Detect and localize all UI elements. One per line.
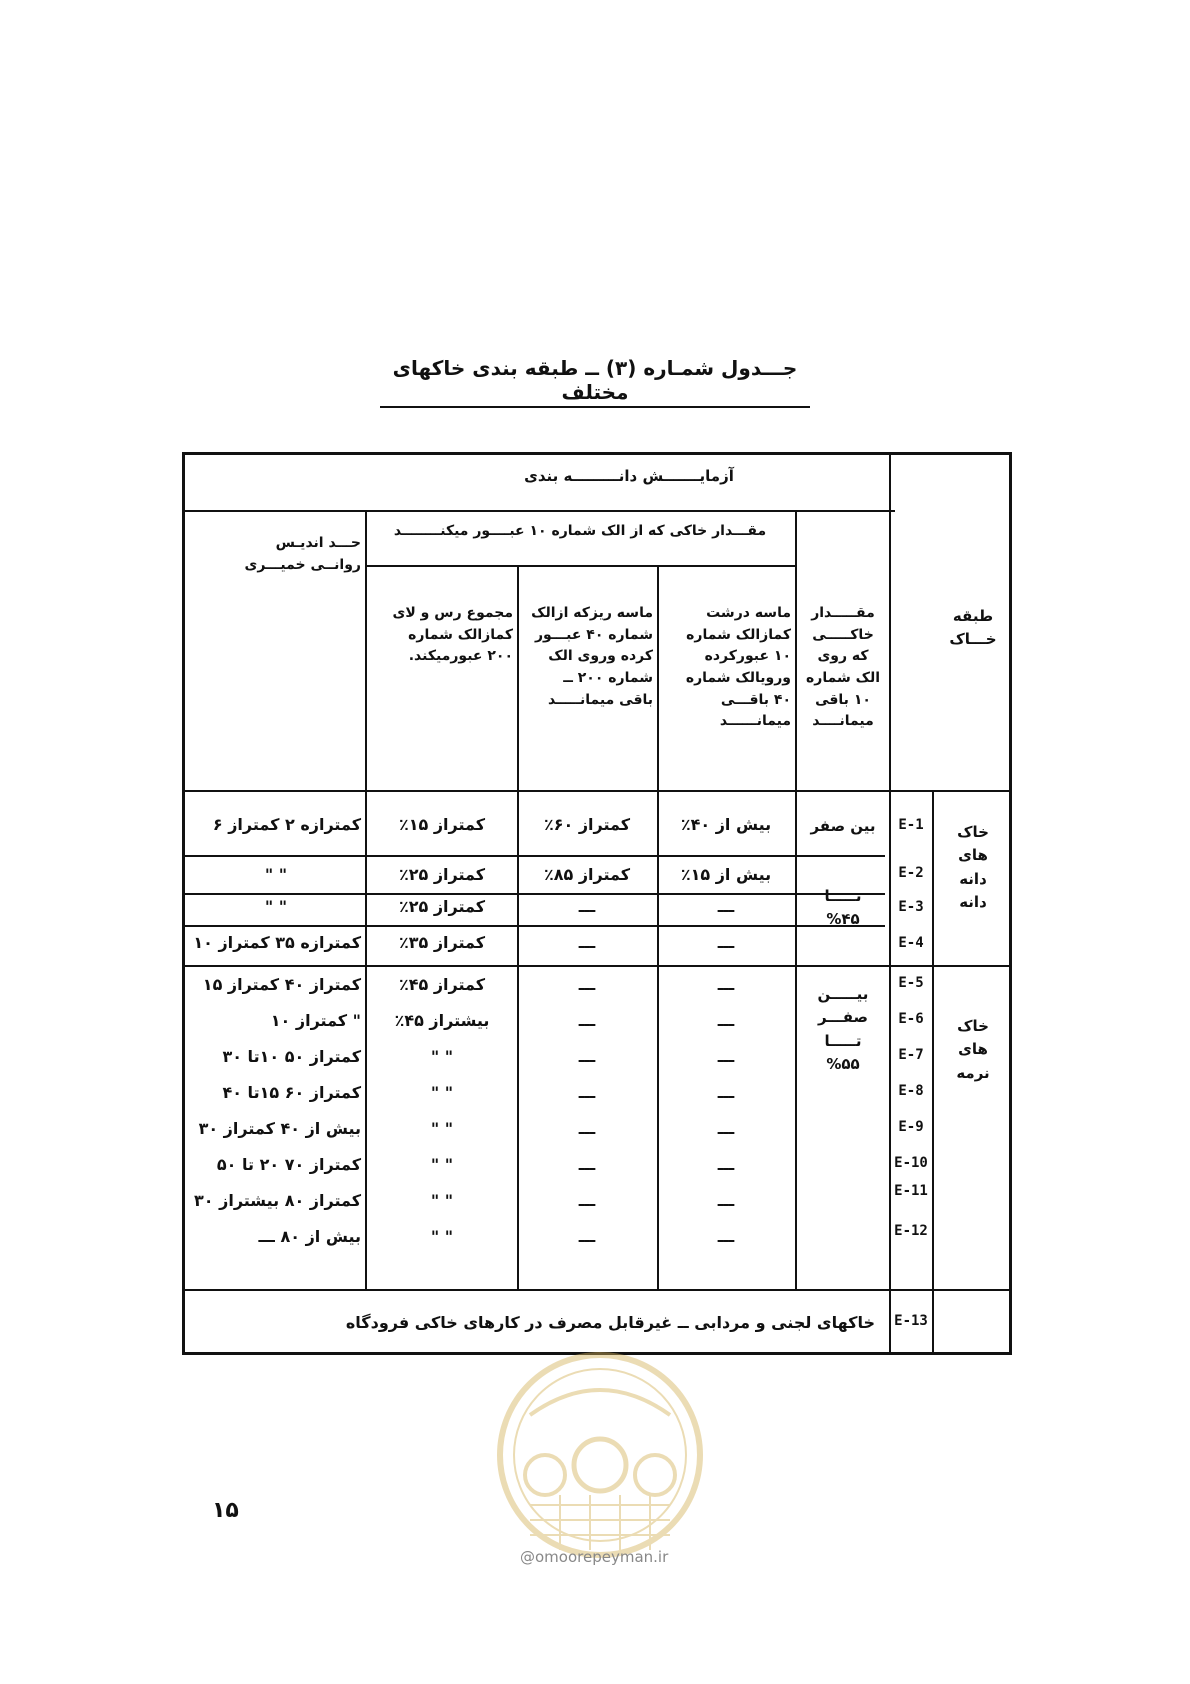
- cell-limits: کمتراز ۸۰ بیشتراز ۳۰: [194, 1191, 361, 1210]
- cell-silt-clay: " ": [430, 1047, 454, 1066]
- cell-fine-sand: ـــ: [578, 975, 596, 994]
- cell-limits: " ": [264, 865, 288, 884]
- cell-silt-clay: کمتراز ۱۵٪: [398, 815, 486, 834]
- cell-fine-sand: ـــ: [578, 1191, 596, 1210]
- cell-limits: " ": [264, 897, 288, 916]
- cell-fine-sand: ـــ: [578, 1047, 596, 1066]
- last-row-description: خاکهای لجنی و مردابی ــ غیرقابل مصرف در کارهای خاکی فرودگاه: [345, 1313, 875, 1332]
- header-soil-class: طبقه خـــاک: [949, 607, 997, 649]
- cell-limits: کمتراز ۴۰ کمتراز ۱۵: [202, 975, 361, 994]
- page-number: ۱۵: [212, 1498, 239, 1523]
- cell-silt-clay: " ": [430, 1227, 454, 1246]
- cell-fine-sand: ـــ: [578, 1011, 596, 1030]
- cell-coarse-sand: ـــ: [717, 1227, 735, 1246]
- cell-coarse-sand: ـــ: [717, 1191, 735, 1210]
- row-code: E-13: [894, 1313, 928, 1329]
- group-plastic: خاک های نرمه: [956, 1017, 990, 1082]
- cell-fine-sand: ـــ: [578, 933, 596, 952]
- cell-fine-sand: ـــ: [578, 1155, 596, 1174]
- header-coarse-sand: ماسه درشت کمازالک شماره ۱۰ عبورکرده ورویالک شماره ۴۰ باقـــی میمانــــــد: [685, 605, 791, 730]
- cell-limits: بیش از ۸۰ ـــ: [258, 1227, 361, 1246]
- cell-coarse-sand: ـــ: [717, 933, 735, 952]
- row-code: E-10: [894, 1155, 928, 1171]
- cell-fine-sand: ـــ: [578, 1227, 596, 1246]
- soil-classification-table: [182, 452, 1012, 1355]
- row-code: E-4: [898, 935, 924, 951]
- header-retained-no10: مقـــــدار خاکـــــی که روی الک شماره ۱۰ باقی میمانــــد: [806, 605, 880, 730]
- watermark-seal-icon: [490, 1345, 710, 1565]
- cell-silt-clay: " ": [430, 1191, 454, 1210]
- cell-silt-clay: کمتراز ۲۵٪: [398, 865, 486, 884]
- cell-silt-clay: " ": [430, 1155, 454, 1174]
- cell-coarse-sand: ـــ: [717, 1047, 735, 1066]
- row-code: E-9: [898, 1119, 924, 1135]
- cell-silt-clay: کمتراز ۴۵٪: [398, 975, 486, 994]
- row-code: E-5: [898, 975, 924, 991]
- row-code: E-11: [894, 1183, 928, 1199]
- cell-limits: " کمتراز ۱۰: [270, 1011, 361, 1030]
- group-granular: خاک های دانه دانه: [957, 823, 989, 911]
- cell-coarse-sand: بیش از ۴۰٪: [680, 815, 772, 834]
- cell-fine-sand: ـــ: [578, 1119, 596, 1138]
- cell-coarse-sand: ـــ: [717, 897, 735, 916]
- cell-limits: کمترازه ۲ کمتراز ۶: [212, 815, 361, 834]
- retained-e5-e12: بیـــــن صفـــر تـــــا %۵۵: [817, 985, 869, 1073]
- header-grading-test: آزمایـــــــش دانـــــــــه بندی: [524, 467, 734, 485]
- table-title: جـــدول شمـاره (۳) ــ طبقه بندی خاکهای مختلف: [380, 356, 810, 408]
- cell-silt-clay: کمتراز ۳۵٪: [398, 933, 486, 952]
- cell-limits: کمترازه ۳۵ کمتراز ۱۰: [193, 933, 361, 952]
- cell-coarse-sand: ـــ: [717, 1011, 735, 1030]
- row-code: E-7: [898, 1047, 924, 1063]
- cell-silt-clay: " ": [430, 1119, 454, 1138]
- header-silt-clay: مجموع رس و لای کمازالک شماره ۲۰۰ عبورمیکند.: [392, 605, 513, 665]
- cell-coarse-sand: ـــ: [717, 975, 735, 994]
- cell-limits: کمتراز ۷۰ ۲۰ تا ۵۰: [216, 1155, 361, 1174]
- cell-silt-clay: " ": [430, 1083, 454, 1102]
- row-code: E-3: [898, 899, 924, 915]
- cell-limits: کمتراز ۵۰ ۱۰تا ۳۰: [222, 1047, 361, 1066]
- cell-coarse-sand: ـــ: [717, 1119, 735, 1138]
- row-code: E-1: [898, 817, 924, 833]
- row-code: E-8: [898, 1083, 924, 1099]
- cell-coarse-sand: ـــ: [717, 1083, 735, 1102]
- header-fine-sand: ماسه ریزکه ازالک شماره ۴۰ عبـــور کرده وروی الک شماره ۲۰۰ ــ باقی میمانـــــد: [531, 605, 653, 708]
- cell-coarse-sand: بیش از ۱۵٪: [680, 865, 772, 884]
- cell-fine-sand: کمتراز ۸۵٪: [543, 865, 631, 884]
- header-passing-no10: مقـــدار خاکی که از الک شماره ۱۰ عبــــور میکنــــــــد: [393, 523, 767, 539]
- row-code: E-2: [898, 865, 924, 881]
- cell-fine-sand: ـــ: [578, 897, 596, 916]
- cell-fine-sand: ـــ: [578, 1083, 596, 1102]
- row-code: E-12: [894, 1223, 928, 1239]
- row-code: E-6: [898, 1011, 924, 1027]
- retained-e1: بین صفر: [810, 817, 876, 835]
- cell-silt-clay: بیشتراز ۴۵٪: [394, 1011, 490, 1030]
- cell-limits: بیش از ۴۰ کمتراز ۳۰: [198, 1119, 361, 1138]
- retained-e2-e4: تـــــا %۴۵: [824, 887, 862, 929]
- cell-coarse-sand: ـــ: [717, 1155, 735, 1174]
- cell-limits: کمتراز ۶۰ ۱۵تا ۴۰: [222, 1083, 361, 1102]
- watermark-text: @omoorepeyman.ir: [520, 1548, 669, 1566]
- cell-silt-clay: کمتراز ۲۵٪: [398, 897, 486, 916]
- header-limits: حـــد اندیـس روانــی خمیـــری: [244, 535, 361, 573]
- cell-fine-sand: کمتراز ۶۰٪: [543, 815, 631, 834]
